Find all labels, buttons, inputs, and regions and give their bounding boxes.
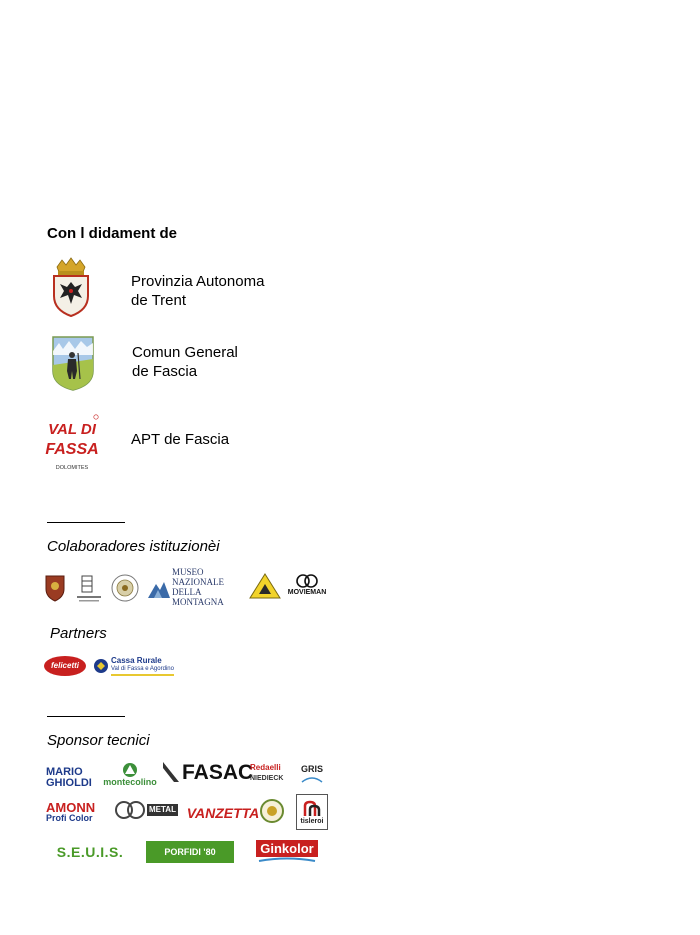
montecolino-label: montecolino <box>103 776 157 787</box>
seuis-label: S.E.U.I.S. <box>56 844 124 860</box>
collaborator-crest-icon <box>42 573 68 603</box>
porfidi-label: PORFIDI '80 <box>164 846 216 857</box>
museo-montagna-logo <box>148 567 244 607</box>
seuis-logo <box>44 842 136 862</box>
amonn-line1: AMONN <box>46 800 96 815</box>
museo-guerra-icon <box>74 572 104 604</box>
gris-label: GRIS <box>300 763 323 774</box>
felicetti-label: felicetti <box>50 661 79 670</box>
cassa-rurale-logo <box>93 655 177 677</box>
museo-line2: DELLA MONTAGNA <box>172 587 224 607</box>
movieman-label: MOVIEMAN <box>287 589 327 596</box>
ginkolor-label: Ginkolor <box>256 840 317 857</box>
yellow-triangle-logo <box>248 572 282 600</box>
intro-heading: Con l didament de <box>47 225 178 242</box>
ginkolor-logo <box>246 838 328 864</box>
vanzetta-label: VANZETTA <box>186 805 260 821</box>
provincia-trento-crest-icon <box>48 258 94 318</box>
divider-2 <box>47 716 125 717</box>
amonn-line2: Profi Color <box>46 813 93 823</box>
cassa-line2: Val di Fassa e Agordino <box>111 665 174 676</box>
collaborators-title: Colaboradores istituzionèi <box>47 538 220 555</box>
supporter-1-line2: de Trent <box>131 292 187 309</box>
val-di-fassa-logo-icon <box>45 412 100 474</box>
niedieck-label: NIEDIECK <box>250 775 284 782</box>
tisleroi-logo <box>296 794 328 830</box>
svg-text:FASSA: FASSA <box>45 441 99 458</box>
redaelli-niedieck-logo <box>250 760 296 786</box>
supporter-1-line1: Provinzia Autonoma <box>131 273 265 290</box>
gris-logo <box>298 760 326 788</box>
round-seal-icon <box>108 572 142 604</box>
svg-text:DOLOMITES: DOLOMITES <box>55 465 89 471</box>
sponsors-title: Sponsor tecnici <box>47 732 150 749</box>
felicetti-logo <box>44 656 86 676</box>
supporter-2-line1: Comun General <box>132 344 238 361</box>
supporter-2-line2: de Fascia <box>132 363 198 380</box>
anniversary-badge-icon <box>258 798 286 824</box>
partners-title: Partners <box>50 625 107 642</box>
mario-line1: MARIO <box>46 766 83 778</box>
vanzetta-logo <box>188 802 258 824</box>
museo-line1: MUSEO NAZIONALE <box>172 567 224 587</box>
comun-general-shield-icon <box>51 335 95 391</box>
movieman-logo <box>286 570 328 600</box>
supporter-3-line1: APT de Fascia <box>131 431 230 448</box>
tisleroi-label: tisleroi <box>300 817 324 825</box>
cassa-line1: Cassa Rurale <box>111 656 162 665</box>
mario-line2: GHIOLDI <box>46 777 92 789</box>
montecolino-logo <box>102 758 158 790</box>
amonn-logo <box>46 798 102 826</box>
divider-1 <box>47 522 125 523</box>
mario-ghioldi-logo <box>46 764 96 792</box>
fasac-logo <box>162 758 254 786</box>
fasac-label: FASAC <box>182 760 254 784</box>
svg-text:VAL DI: VAL DI <box>48 421 96 438</box>
porfidi-logo <box>146 841 234 863</box>
metal-logo <box>114 796 176 824</box>
metal-label: METAL <box>149 805 176 814</box>
redaelli-label: Redaelli <box>250 763 281 772</box>
